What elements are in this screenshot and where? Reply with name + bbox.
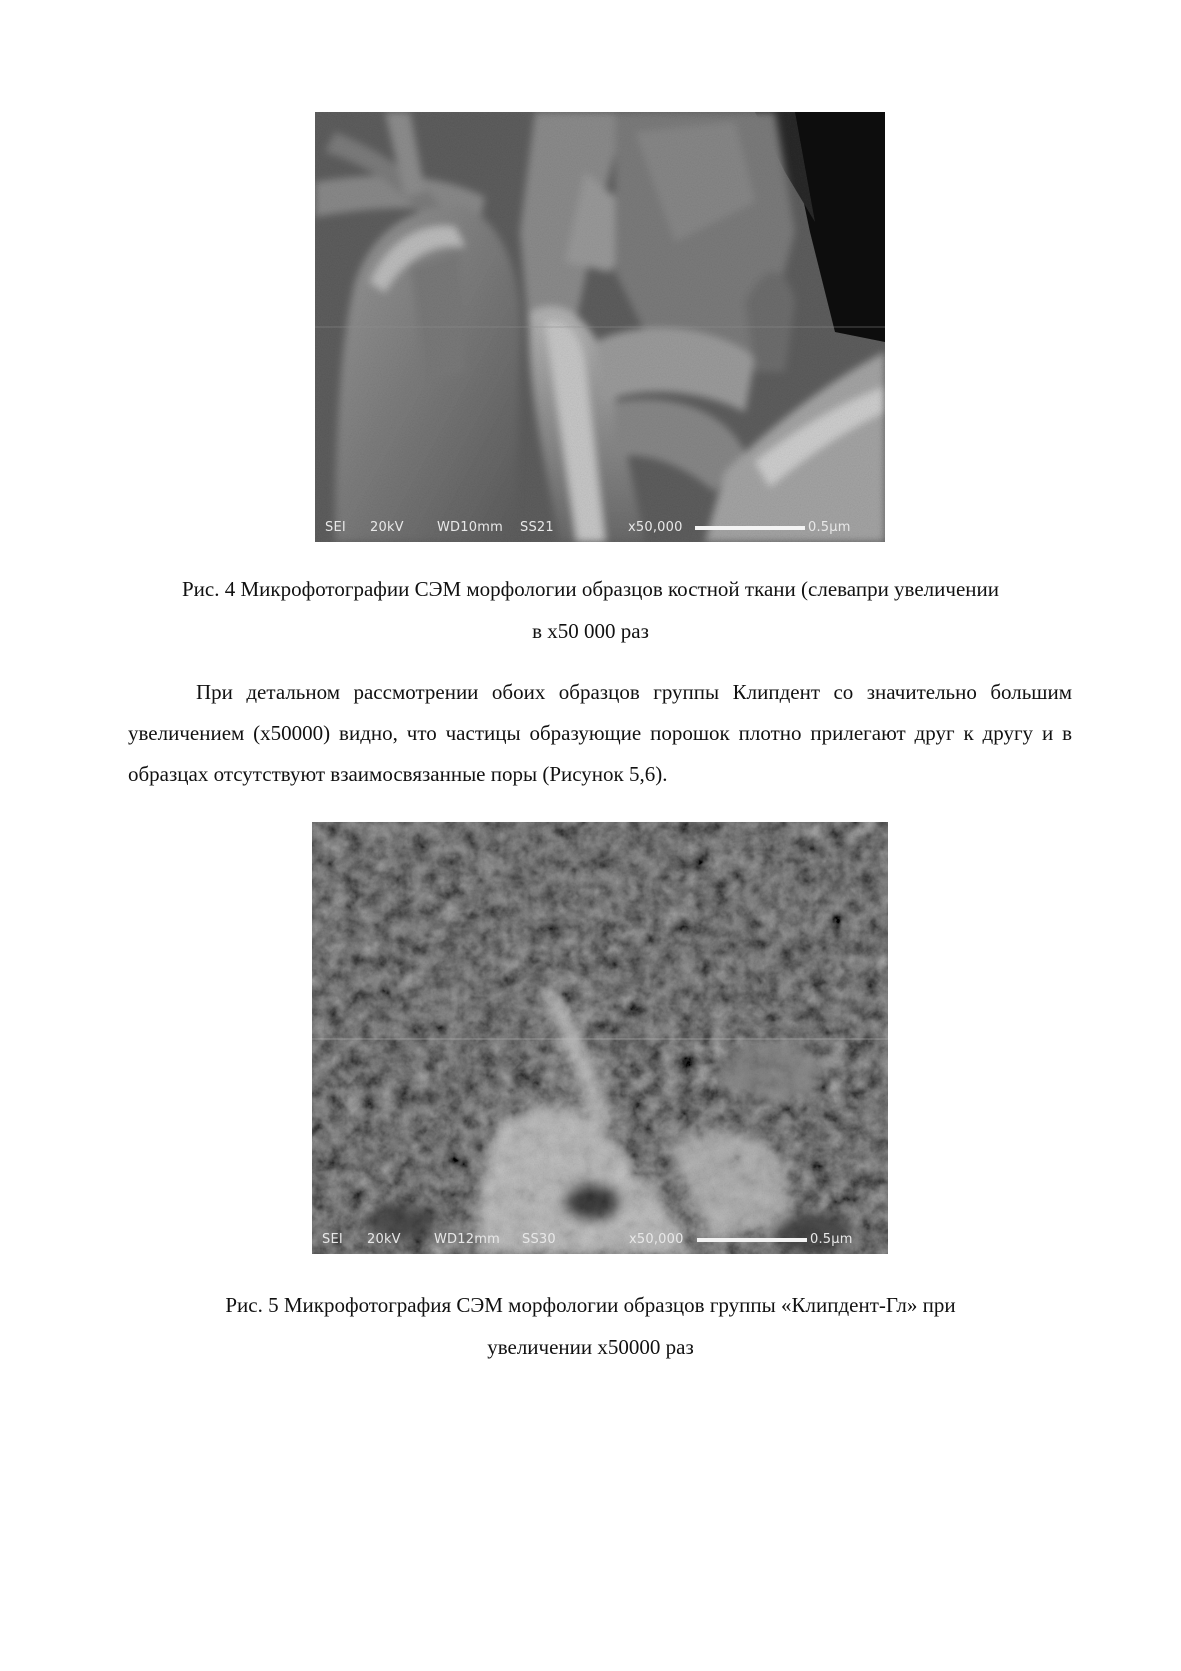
sem-working-distance-label: WD10mm: [437, 520, 503, 535]
sem-voltage-label: 20kV: [367, 1232, 401, 1247]
body-paragraph: При детальном рассмотрении обоих образцов группы Клипдент со значительно большим увеличением (х50000) видно, что частицы образующие порошок плотно прилегают друг к другу и в образцах отсутствуют взаимосвязанные поры (Рисунок 5,6).: [128, 680, 1072, 786]
figure-5-caption-line-2: увеличении х50000 раз: [487, 1335, 694, 1359]
sem-micrograph-klipdent-gl: [312, 822, 888, 1254]
sem-image-powder: [312, 822, 888, 1254]
sem-mode-label: SEI: [325, 520, 346, 535]
figure-5-caption-line-1: Рис. 5 Микрофотография СЭМ морфологии образцов группы «Клипдент-Гл» при: [225, 1293, 956, 1317]
sem-scale-label: 0.5µm: [810, 1232, 853, 1247]
sem-working-distance-label: WD12mm: [434, 1232, 500, 1247]
sem-info-bar: [315, 512, 885, 542]
sem-info-bar: [312, 1224, 888, 1254]
sem-scale-bar: [695, 526, 805, 530]
sem-voltage-label: 20kV: [370, 520, 404, 535]
sem-scale-bar: [697, 1238, 807, 1242]
figure-5-caption: [120, 1284, 1061, 1368]
sem-mode-label: SEI: [322, 1232, 343, 1247]
sem-scale-label: 0.5µm: [808, 520, 851, 535]
sem-magnification-label: x50,000: [628, 520, 683, 535]
sem-ss-label: SS30: [522, 1232, 556, 1247]
sem-image-bone: [315, 112, 885, 542]
sem-micrograph-bone-tissue: [315, 112, 885, 542]
figure-4-caption-line-1: Рис. 4 Микрофотографии СЭМ морфологии образцов костной ткани (слевапри увеличении: [182, 577, 999, 601]
sem-ss-label: SS21: [520, 520, 554, 535]
figure-4-caption-line-2: в х50 000 раз: [532, 619, 649, 643]
figure-4-caption: [120, 568, 1061, 652]
sem-magnification-label: x50,000: [629, 1232, 684, 1247]
